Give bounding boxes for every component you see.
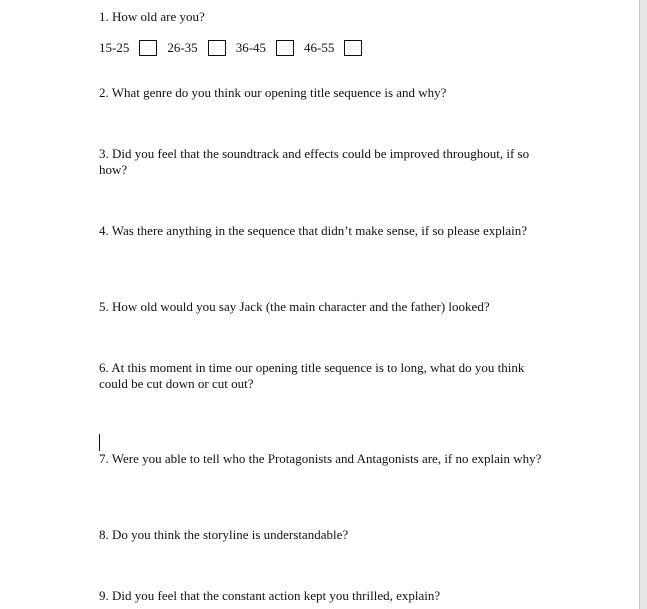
checkbox-36-45[interactable] <box>276 40 294 56</box>
question-6: 6. At this moment in time our opening title sequence is to long, what do you think could be cut down or cut out? <box>99 360 525 391</box>
age-option-label: 26-35 <box>167 40 198 55</box>
checkbox-46-55[interactable] <box>344 40 362 56</box>
age-option-26-35 <box>167 40 225 56</box>
question-8: 8. Do you think the storyline is understandable? <box>99 527 349 542</box>
window-gutter <box>640 0 647 609</box>
question-9: 9. Did you feel that the constant action kept you thrilled, explain? <box>99 588 441 603</box>
question-3: 3. Did you feel that the soundtrack and effects could be improved throughout, if so how? <box>99 146 530 177</box>
age-option-label: 46-55 <box>304 40 335 55</box>
text-cursor <box>99 434 100 451</box>
checkbox-26-35[interactable] <box>208 40 226 56</box>
checkbox-15-25[interactable] <box>139 40 157 56</box>
age-option-36-45 <box>236 40 294 56</box>
question-5: 5. How old would you say Jack (the main character and the father) looked? <box>99 299 490 314</box>
age-option-46-55 <box>304 40 362 56</box>
age-options-row <box>99 38 372 58</box>
age-option-label: 36-45 <box>235 40 267 55</box>
question-1: 1. How old are you? <box>99 9 205 24</box>
question-2: 2. What genre do you think our opening title sequence is and why? <box>99 85 447 100</box>
question-7: 7. Were you able to tell who the Protagonists and Antagonists are, if no explain why? <box>99 451 542 466</box>
question-4: 4. Was there anything in the sequence that didn’t make sense, if so please explain? <box>99 223 528 238</box>
age-option-15-25 <box>99 40 157 56</box>
age-option-label: 15-25 <box>99 40 130 55</box>
